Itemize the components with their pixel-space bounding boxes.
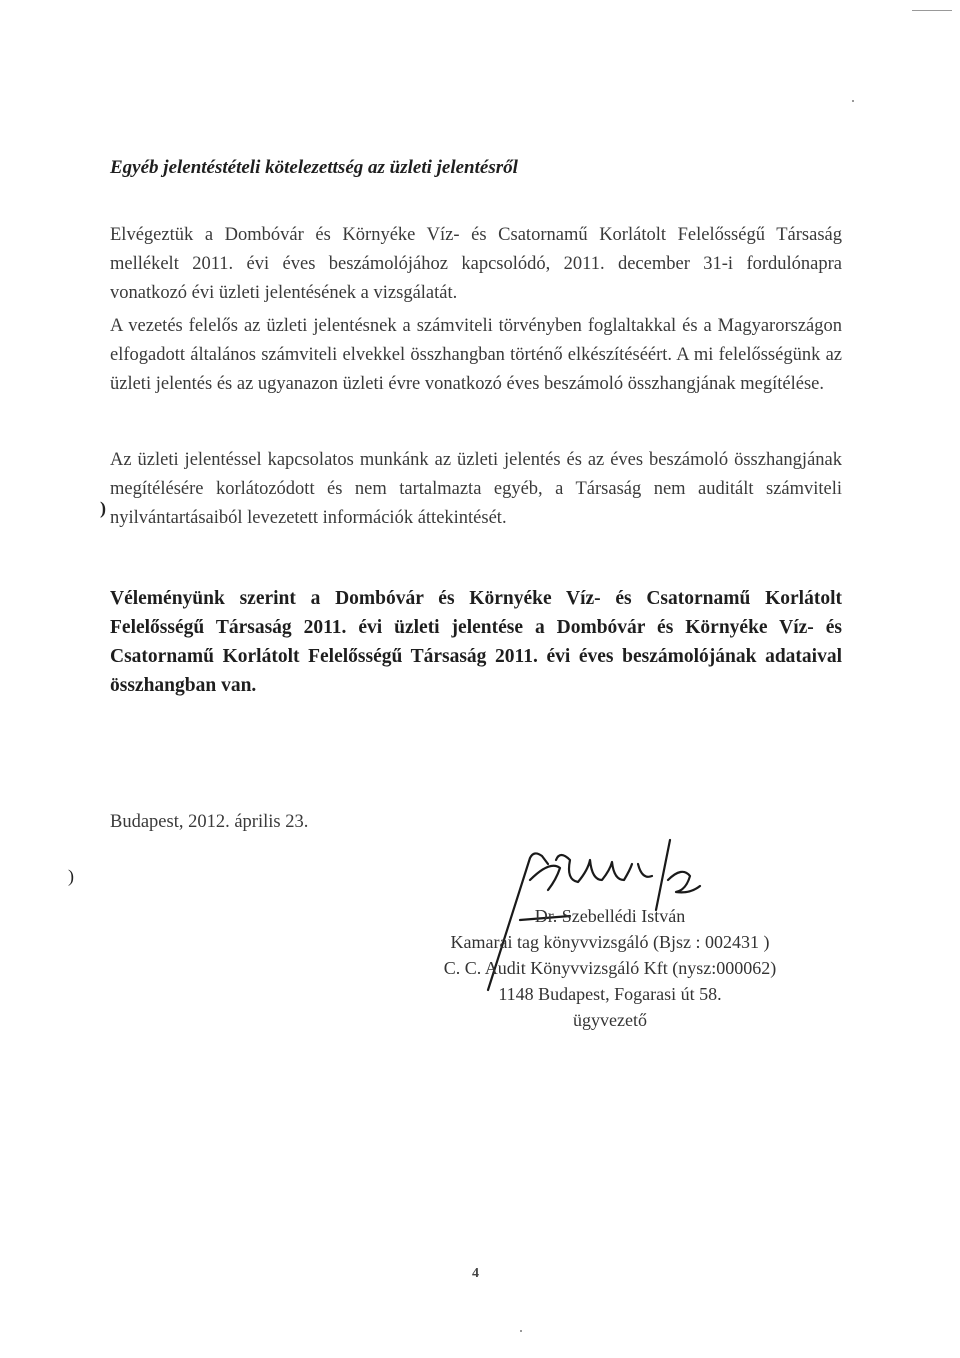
audit-opinion: Véleményünk szerint a Dombóvár és Környéke Víz- és Csatornamű Korlátolt Felelősségű Társaság 2011. évi üzleti jelentése a Dombóvár és Környéke Víz- és Csatornamű Korlátolt Felelősségű Társaság 2011. évi éves beszámolójának adataival összhangban van. <box>110 588 842 696</box>
scan-speck <box>520 1330 522 1332</box>
margin-mark: ) <box>100 498 106 518</box>
place-and-date: Budapest, 2012. április 23. <box>110 812 309 832</box>
section-heading: Egyéb jelentéstételi kötelezettség az üzleti jelentésről <box>110 157 518 178</box>
margin-mark: ) <box>68 866 74 886</box>
paragraph-scope: Elvégeztük a Dombóvár és Környéke Víz- és Csatornamű Korlátolt Felelősségű Társaság mellékelt 2011. évi éves beszámolójához kapcsolódó, 2011. december 31-i fordulónapra vonatkozó évi üzleti jelentésének a vizsgálatát. <box>110 225 842 303</box>
signer-address: 1148 Budapest, Fogarasi út 58. <box>498 984 722 1004</box>
page-number: 4 <box>472 1266 479 1281</box>
paragraph-responsibility: A vezetés felelős az üzleti jelentésnek a számviteli törvényben foglaltakkal és a Magyarországon elfogadott általános számviteli elvekkel összhangban történő elkészítéséért. A mi felelősségünk az üzleti jelentés és az ugyanazon üzleti évre vonatkozó éves beszámoló összhangjának megítélése. <box>110 316 842 394</box>
signer-name: Dr. Szebellédi István <box>534 906 686 926</box>
signer-role: ügyvezető <box>573 1010 647 1030</box>
paragraph-work-limitation: Az üzleti jelentéssel kapcsolatos munkánk az üzleti jelentés és az éves beszámoló összhangjának megítélésére korlátozódott és nem tartalmazta egyéb, a Társaság nem auditált számviteli nyilvántartásaiból levezetett információk áttekintését. <box>110 450 842 528</box>
signer-company: C. C. Audit Könyvvizsgáló Kft (nysz:000062) <box>443 958 777 978</box>
scan-speck <box>852 100 854 102</box>
scan-speck <box>912 10 952 11</box>
signer-title: Kamarai tag könyvvizsgáló (Bjsz : 002431 ) <box>450 932 770 952</box>
